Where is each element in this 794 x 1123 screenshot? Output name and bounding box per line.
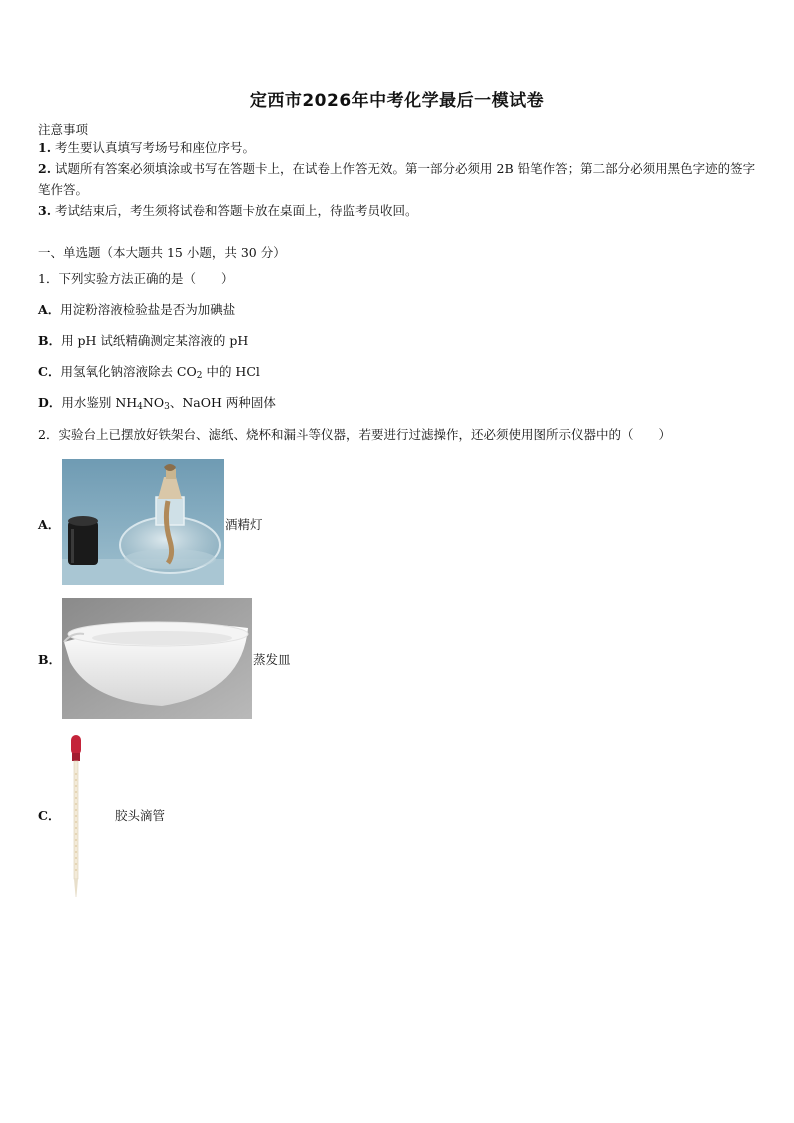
question-2-stem: 2．实验台上已摆放好铁架台、滤纸、烧杯和漏斗等仪器，若要进行过滤操作，还必须使用图所示仪器中的（ ） xyxy=(38,427,671,442)
subscript: 2 xyxy=(196,371,203,381)
notice-item-text: 考生要认真填写考场号和座位序号。 xyxy=(55,140,256,155)
notice-item-text: 试题所有答案必须填涂或书写在答题卡上，在试卷上作答无效。第一部分必须用 2B 铅笔作答；第二部分必须用黑色字迹的签字笔作答。 xyxy=(38,161,756,197)
option-text: 中的 HCl xyxy=(202,364,260,379)
alcohol-lamp-illustration xyxy=(62,459,224,585)
option-text: 用淀粉溶液检验盐是否为加碘盐 xyxy=(60,302,236,317)
option-text: 用氢氧化钠溶液除去 CO xyxy=(60,364,197,379)
question-2-option-c-caption: 胶头滴管 xyxy=(115,808,166,823)
option-label: B． xyxy=(38,333,62,348)
notice-item-text: 考试结束后，考生须将试卷和答题卡放在桌面上，待监考员收回。 xyxy=(55,203,418,218)
notice-item-number: 1. xyxy=(38,140,52,155)
question-1-option-c xyxy=(38,363,260,385)
question-2-option-b-caption: 蒸发皿 xyxy=(253,652,291,667)
subscript: 4 xyxy=(137,402,143,412)
notice-item-number: 3. xyxy=(38,203,52,218)
option-label: D． xyxy=(38,395,62,410)
notice-heading: 注意事项 xyxy=(38,122,89,137)
question-1-stem: 1．下列实验方法正确的是（ ） xyxy=(38,271,234,286)
option-text: 、NaOH 两种固体 xyxy=(169,395,276,410)
subscript: 3 xyxy=(164,402,170,412)
notice-item-number: 2. xyxy=(38,161,52,176)
question-1-option-d xyxy=(38,394,276,416)
question-2-option-a-label: A． xyxy=(38,517,61,532)
section-heading: 一、单选题（本大题共 15 小题，共 30 分） xyxy=(38,245,286,260)
option-text: 用水鉴别 NH xyxy=(61,395,138,410)
page-title: 定西市2026年中考化学最后一模试卷 xyxy=(249,91,545,111)
question-1-option-a xyxy=(38,301,235,319)
option-text: NO xyxy=(142,395,165,410)
evaporating-dish-image xyxy=(62,598,252,719)
question-2-option-c-label: C． xyxy=(38,808,61,823)
evaporating-dish-illustration xyxy=(62,598,252,719)
notice-item xyxy=(38,137,760,158)
alcohol-lamp-image xyxy=(62,459,224,585)
question-2-option-a-caption: 酒精灯 xyxy=(225,517,263,532)
question-1-option-b xyxy=(38,332,248,350)
option-label: A． xyxy=(38,302,61,317)
notice-item xyxy=(38,158,760,200)
question-2-option-b-label: B． xyxy=(38,652,62,667)
notice-item xyxy=(38,200,760,221)
dropper-illustration xyxy=(64,733,88,899)
notice-list xyxy=(38,137,760,221)
option-text: 用 pH 试纸精确测定某溶液的 pH xyxy=(61,333,249,348)
dropper-image xyxy=(64,733,88,899)
option-label: C． xyxy=(38,364,61,379)
